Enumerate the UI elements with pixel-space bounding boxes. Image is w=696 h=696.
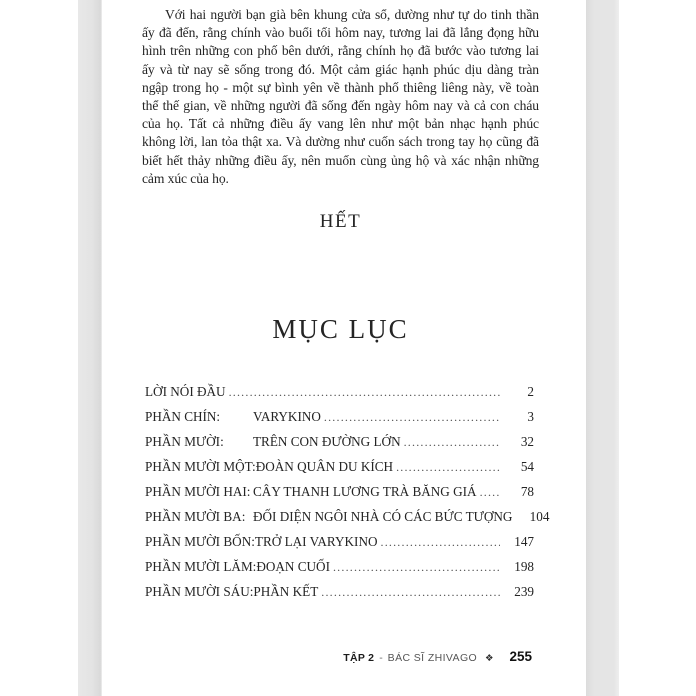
toc-entry [145, 459, 534, 484]
volume-label: TẬP 2 [343, 652, 375, 664]
toc-entry-label: PHẦN MƯỜI LĂM: [145, 559, 257, 574]
page-edge-left [78, 0, 102, 696]
toc-entry-title: ĐOẠN CUỐI [256, 559, 330, 574]
toc-dot-leader [396, 459, 500, 475]
toc-page-number: 239 [514, 584, 534, 599]
toc-entry-label: PHẦN MƯỜI MỘT: [145, 459, 256, 474]
toc-dot-leader [480, 484, 500, 500]
toc-page-number: 54 [520, 459, 534, 474]
toc-dot-leader [229, 384, 500, 400]
toc-entry-label: PHẦN MƯỜI BA: [145, 509, 246, 524]
toc-entry-title: PHẦN KẾT [253, 584, 319, 599]
end-marker: HẾT [319, 211, 362, 232]
toc-entry-label: PHẦN MƯỜI SÁU: [145, 584, 254, 599]
toc-dot-leader [333, 559, 500, 575]
page-footer [142, 649, 532, 664]
toc-entry-title: ĐOÀN QUÂN DU KÍCH [255, 459, 394, 474]
toc-entry [145, 384, 534, 409]
page-edge-right [586, 0, 619, 696]
toc-dot-leader [321, 584, 500, 600]
toc-page-number: 78 [520, 484, 534, 499]
footer-ornament-icon: ❖ [485, 653, 494, 664]
footer-separator: - [379, 652, 383, 664]
toc-page-number: 2 [527, 384, 534, 399]
toc-entry [145, 484, 534, 509]
toc-entry-title: VARYKINO [253, 409, 321, 424]
toc-dot-leader [324, 409, 500, 425]
toc-entry-title: ĐỐI DIỆN NGÔI NHÀ CÓ CÁC BỨC TƯỢNG [253, 509, 513, 524]
toc-entry-label: PHẦN MƯỜI: [145, 434, 224, 449]
paragraph-text: Với hai người bạn già bên khung cửa sổ, dường như tự do tinh thần ấy đã đến, rằng chính vào buổi tối hôm nay, tương lai đã lắng đọng hữu hình trên những con phố bên dưới, rằng chính họ đã bước vào tương lai ấy và từ nay sẽ sống trong đó. Một cảm giác hạnh phúc dịu dàng tràn ngập trong họ - một sự bình yên về thành phố thiêng liêng này, về toàn thể thế gian, về những người đã sống đến ngày hôm nay và cả con cháu của họ. Tất cả những điều ấy vang lên như một bản nhạc hạnh phúc không lời, lan tỏa thật xa. Và dường như cuốn sách trong tay họ cũng đã biết hết thảy những điều ấy, nên muốn cùng ủng hộ và xác nhận những cảm xúc của họ. [142, 7, 539, 186]
toc-list [145, 384, 550, 609]
footer-page-number: 255 [509, 649, 532, 664]
toc-entry-title: TRÊN CON ĐƯỜNG LỚN [253, 434, 401, 449]
toc-title: MỤC LỤC [272, 314, 409, 344]
toc-page-number: 104 [529, 509, 550, 524]
toc-entry [145, 409, 534, 434]
toc-entry-label: LỜI NÓI ĐẦU [145, 384, 226, 399]
toc-entry-label: PHẦN CHÍN: [145, 409, 221, 424]
toc-page-number: 3 [527, 409, 534, 424]
toc-entry-title: CÂY THANH LƯƠNG TRÀ BĂNG GIÁ [253, 484, 477, 499]
toc-entry-label: PHẦN MƯỜI HAI: [145, 484, 251, 499]
toc-entry-label: PHẦN MƯỜI BỐN: [145, 534, 255, 549]
toc-entry [145, 534, 534, 559]
toc-entry [145, 509, 550, 534]
toc-entry [145, 434, 534, 459]
toc-entry-title: TRỞ LẠI VARYKINO [254, 534, 378, 549]
toc-page-number: 198 [514, 559, 534, 574]
toc-page-number: 32 [520, 434, 534, 449]
toc-entry [145, 559, 534, 584]
toc-dot-leader [381, 534, 501, 550]
book-title: BÁC SĨ ZHIVAGO [387, 652, 478, 664]
toc-page-number: 147 [514, 534, 534, 549]
toc-entry [145, 584, 534, 609]
toc-dot-leader [404, 434, 500, 450]
